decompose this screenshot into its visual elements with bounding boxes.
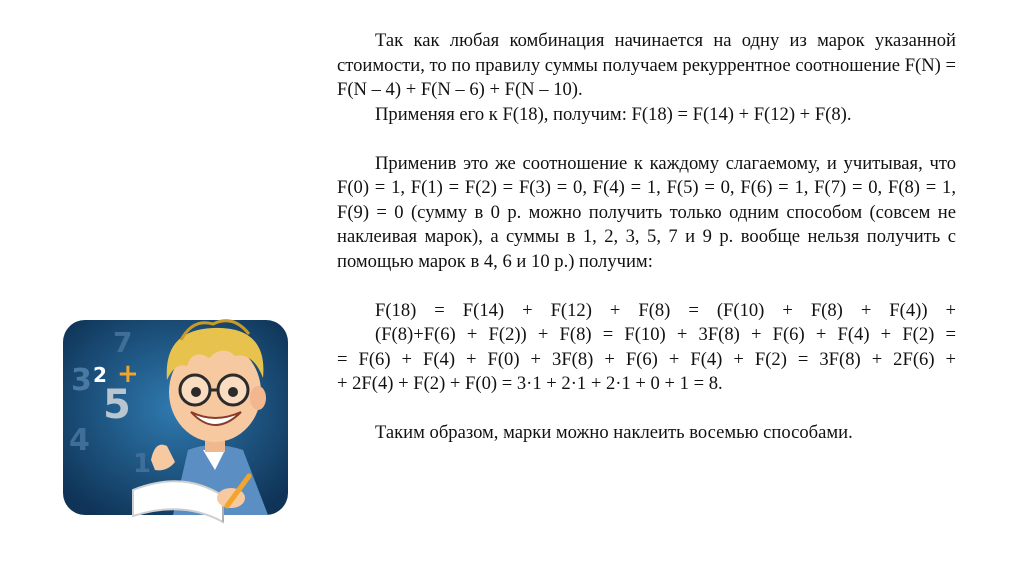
math-line: = F(6) + F(4) + F(0) + 3F(8) + F(6) + F(4) + F(2) = 3F(8) + 2F(6) + bbox=[337, 348, 956, 370]
math-line: F(18) = F(14) + F(12) + F(8) = (F(10) + F(8) + F(4)) + bbox=[375, 299, 956, 321]
paragraph-apply-f18: Применяя его к F(18), получим: F(18) = F(14) + F(12) + F(8). bbox=[375, 103, 852, 125]
paragraph-initial-values: Применив это же соотношение к каждому слагаемому, и учитывая, что F(0) = 1, F(1) = F(2) = F(3) = 0, F(4) = 1, F(5) = 0, F(6) = 1, F(7) = 0, F(8) = 1, F(9) = 0 (сумму в 0 р. можно получить только одним способом (совсем не наклеивая марок), а суммы в 1, 2, 3, 5, 7 и 9 р. вообще нельзя получить с помощью марок в 4, 6 и 10 р.) получим: bbox=[337, 152, 956, 272]
spacer bbox=[337, 127, 956, 152]
math-line: (F(8)+F(6) + F(2)) + F(8) = F(10) + 3F(8) + F(6) + F(4) + F(2) = bbox=[375, 324, 956, 345]
floating-number: 7 bbox=[113, 326, 133, 359]
illustration-graphic bbox=[63, 300, 303, 530]
floating-number: 1 bbox=[133, 449, 152, 479]
paragraph-conclusion: Таким образом, марки можно наклеить восемью способами. bbox=[375, 422, 853, 443]
math-derivation bbox=[337, 299, 956, 397]
floating-number: 5 bbox=[103, 382, 131, 428]
text-block bbox=[337, 29, 956, 446]
spacer bbox=[337, 397, 956, 422]
math-line: + 2F(4) + F(2) + F(0) = 3·1 + 2·1 + 2·1 + 0 + 1 = 8. bbox=[337, 373, 723, 394]
paragraph-recurrence: Так как любая комбинация начинается на одну из марок указанной стоимости, то по правилу суммы получаем рекуррентное соотношение F(N) = F(N – 4) + F(N – 6) + F(N – 10). bbox=[337, 30, 956, 100]
floating-number: 3 bbox=[71, 363, 92, 398]
plus-sign: + bbox=[117, 359, 139, 389]
floating-number: 2 bbox=[93, 363, 107, 387]
ear bbox=[250, 386, 266, 410]
spacer bbox=[337, 274, 956, 299]
boy-with-numbers-illustration bbox=[63, 300, 303, 530]
floating-number: 4 bbox=[69, 423, 90, 458]
eye-right bbox=[228, 387, 238, 397]
eye-left bbox=[191, 387, 201, 397]
